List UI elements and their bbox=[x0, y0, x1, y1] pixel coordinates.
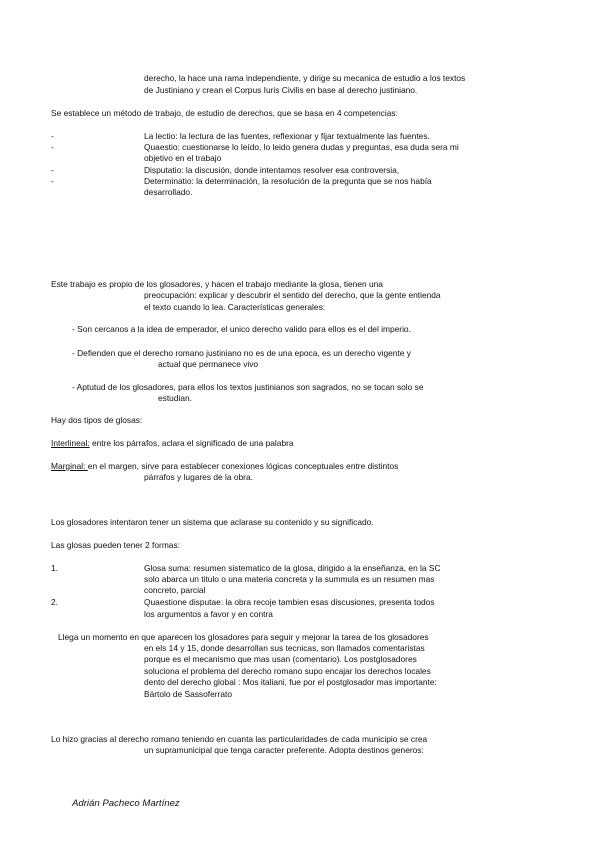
metodo-item-determinatio-cont: desarrollado. bbox=[144, 187, 193, 197]
caracteristica-item: - Son cercanos a la idea de emperador, el unico derecho valido para ellos es el del imperio. bbox=[72, 324, 411, 334]
final-line-2: un supramunicipal que tenga caracter preferente. Adopta destinos generos: bbox=[144, 745, 424, 755]
metodo-item-lectio: La lectio: la lectura de las fuentes, reflexionar y fijar textualmente las fuentes. bbox=[144, 131, 430, 141]
caracteristica-item-cont: actual que permanece vivo bbox=[158, 359, 259, 369]
glosadores-line-3: el texto cuando lo lea. Características generales: bbox=[144, 302, 326, 312]
postglosadores-line: Bártolo de Sassoferrato bbox=[144, 689, 232, 699]
metodo-item-quaestio-cont: objetivo en el trabajo bbox=[144, 153, 222, 163]
final-line-1: Lo hizo gracias al derecho romano teniendo en cuanta las particularidades de cada municipio se crea bbox=[51, 734, 428, 744]
tipo-marginal bbox=[51, 461, 398, 473]
tipo-interlineal bbox=[51, 438, 294, 450]
metodo-heading: Se establece un método de trabajo, de estudio de derechos, que se basa en 4 competencias: bbox=[51, 108, 398, 118]
glosadores-line-2: preocupación: explicar y descubrir el sentido del derecho, que la gente entienda bbox=[144, 290, 441, 300]
formas-heading: Las glosas pueden tener 2 formas: bbox=[51, 540, 180, 550]
glosadores-line-1: Este trabajo es propio de los glosadores, y hacen el trabajo mediante la glosa, tienen una bbox=[51, 279, 383, 289]
postglosadores-line: dento del derecho global : Mos italiani, fue por el postglosador mas importante: bbox=[144, 677, 437, 687]
intro-line-2: de Justiniano y crean el Corpus Iuris Civilis en base al derecho justiniano. bbox=[144, 85, 418, 95]
postglosadores-line: soluciona el problema del derecho romano supo encajar los derechos locales bbox=[144, 666, 431, 676]
forma-quaestione: Quaestione disputae: la obra recoje tambien esas discusiones, presenta todos bbox=[144, 597, 435, 607]
sistema-text: Los glosadores intentaron tener un sistema que aclarase su contenido y su significado. bbox=[51, 517, 374, 527]
forma-number: 2. bbox=[51, 597, 58, 607]
postglosadores-line-1: Llega un momento en que aparecen los glosadores para seguir y mejorar la tarea de los glosadores bbox=[58, 632, 429, 642]
metodo-item-disputatio: Disputatio: la discusión, donde intentamos resolver esa controversia, bbox=[144, 165, 400, 175]
intro-line-1: derecho, la hace una rama independiente, y dirige su mecanica de estudio a los textos bbox=[144, 73, 466, 83]
forma-quaestione-cont: los argumentos a favor y en contra bbox=[144, 609, 273, 619]
metodo-bullet: - bbox=[51, 165, 54, 175]
tipo-interlineal-label: Interlineal: bbox=[51, 438, 90, 448]
tipo-marginal-text: en el margen, sirve para establecer conexiones lógicas conceptuales entre distintos bbox=[87, 461, 399, 471]
metodo-bullet: - bbox=[51, 131, 54, 141]
caracteristica-item: - Defienden que el derecho romano justiniano no es de una epoca, es un derecho vigente y bbox=[72, 348, 411, 358]
forma-glosa-suma-cont: concreto, parcial bbox=[144, 585, 206, 595]
tipo-interlineal-text: entre los párrafos, aclara el significado de una palabra bbox=[89, 438, 294, 448]
postglosadores-line: porque es el mecanismo que mas usan (comentario). Los postglosadores bbox=[144, 654, 417, 664]
forma-number: 1. bbox=[51, 563, 58, 573]
tipo-marginal-cont: párrafos y lugares de la obra. bbox=[144, 472, 253, 482]
metodo-item-determinatio: Determinatio: la determinación, la resolución de la pregunta que se nos había bbox=[144, 176, 432, 186]
caracteristica-item-cont: estudian. bbox=[158, 393, 192, 403]
author-name: Adrián Pacheco Martínez bbox=[72, 798, 180, 809]
tipos-heading: Hay dos tipos de glosas: bbox=[51, 415, 143, 425]
postglosadores-line: en els 14 y 15, donde desarrollan sus tecnicas, son llamados comentaristas bbox=[144, 643, 425, 653]
tipo-marginal-label: Marginal: bbox=[51, 461, 88, 471]
metodo-item-quaestio: Quaestio: cuestionarse lo leído, lo leido genera dudas y preguntas, esa duda sera mi bbox=[144, 142, 459, 152]
metodo-bullet: - bbox=[51, 176, 54, 186]
forma-glosa-suma-cont: solo abarca un titulo o una materia concreta y la summula es un resumen mas bbox=[144, 574, 435, 584]
caracteristica-item: - Aptutud de los glosadores, para ellos los textos justinianos son sagrados, no se tocan solo se bbox=[72, 382, 424, 392]
forma-glosa-suma: Glosa suma: resumen sistematico de la glosa, dirigido a la enseñanza, en la SC bbox=[144, 563, 441, 573]
metodo-bullet: - bbox=[51, 142, 54, 152]
